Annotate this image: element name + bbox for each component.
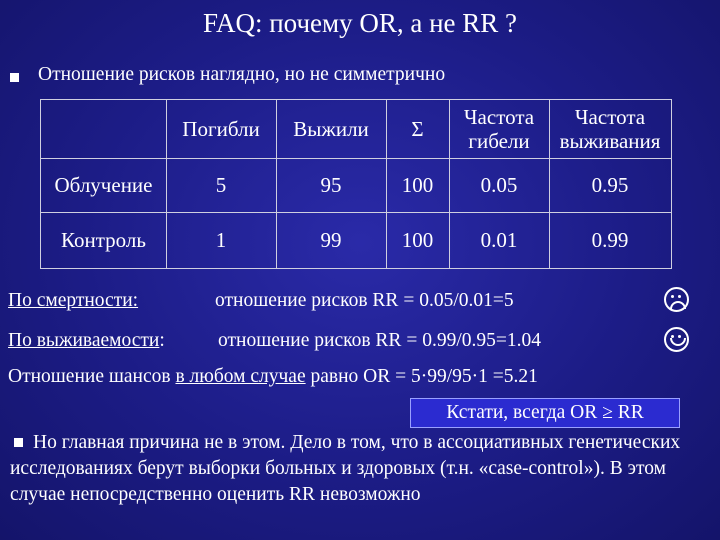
header-survived: Выжили: [293, 117, 369, 141]
header-sum: Σ: [411, 117, 424, 141]
happy-face-icon: [664, 327, 689, 352]
table-cell: 5: [215, 173, 227, 197]
bullet-square-icon: [14, 438, 23, 447]
contingency-table: [40, 99, 672, 269]
table-cell: 1: [215, 228, 227, 252]
odds-ratio-line: Отношение шансов в любом случае равно OR = 5·99/95·1 =5.21: [8, 366, 538, 387]
table-cell: 0.05: [480, 173, 518, 197]
bullet-text: Отношение рисков наглядно, но не симметрично: [38, 64, 446, 85]
table-cell: 0.01: [480, 228, 518, 252]
sad-face-icon: [664, 287, 689, 312]
header-survival-frequency: Частота выживания: [559, 105, 661, 153]
table-cell: 100: [401, 173, 434, 197]
bullet-paragraph: Но главная причина не в этом. Дело в том, что в ассоциативных генетических исследованиях берут выборки больных и здоровых (т.н. «case-control»). В этом случае непосредственно оценить RR невозможно: [10, 432, 681, 505]
header-died: Погибли: [182, 117, 260, 141]
survival-text: отношение рисков RR = 0.99/0.95=1.04: [218, 330, 541, 351]
row-label-exposed: Облучение: [54, 173, 153, 197]
table-cell: 99: [320, 228, 342, 252]
page-title: FAQ: почему OR, а не RR ?: [202, 8, 518, 38]
header-death-frequency: Частота гибели: [463, 105, 535, 153]
note-box: Кстати, всегда OR ≥ RR: [410, 398, 680, 428]
mortality-label: По смертности:: [8, 290, 139, 311]
table-cell: 100: [401, 228, 434, 252]
mortality-text: отношение рисков RR = 0.05/0.01=5: [215, 290, 514, 311]
row-label-control: Контроль: [61, 228, 146, 252]
table-cell: 0.95: [591, 173, 629, 197]
table-cell: 0.99: [591, 228, 629, 252]
survival-line: По выживаемости:: [8, 330, 165, 351]
bullet-square-icon: [10, 73, 19, 82]
table-cell: 95: [320, 173, 342, 197]
